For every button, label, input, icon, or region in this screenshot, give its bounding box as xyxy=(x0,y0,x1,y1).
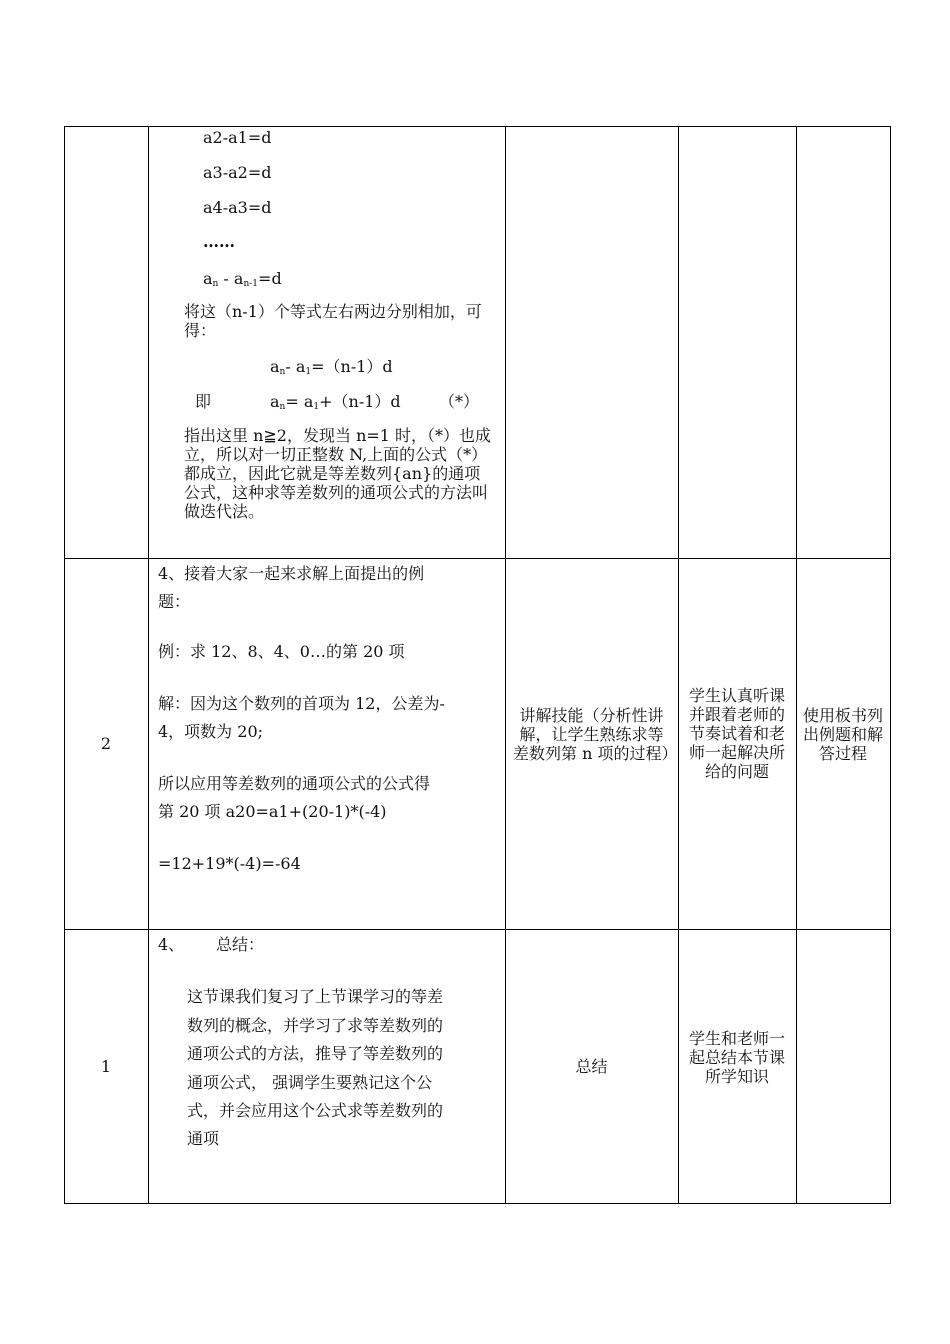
table-border xyxy=(796,126,797,1204)
formula-star-label: （*） xyxy=(439,392,480,411)
example-line: =12+19*(-4)=-64 xyxy=(158,854,301,873)
ellipsis-line: …… xyxy=(203,232,235,251)
table-border xyxy=(64,1203,891,1204)
summary-line: 通项 xyxy=(187,1129,220,1148)
teaching-media: 使用板书列出例题和解答过程 xyxy=(803,706,884,763)
summary-heading: 总结： xyxy=(216,935,265,954)
equation-line-last: $a_n - a_{n-1}=d$ xyxy=(203,269,282,289)
equation-line: a3-a2=d xyxy=(203,163,272,182)
summary-line: 这节课我们复习了上节课学习的等差 xyxy=(187,987,444,1006)
ji-label: 即 xyxy=(195,392,212,411)
equation-line: a2-a1=d xyxy=(203,128,272,147)
example-line: 第 20 项 a20=a1+(20-1)*(-4) xyxy=(158,802,387,821)
table-border xyxy=(64,126,65,1204)
teaching-skill: 总结 xyxy=(575,1057,608,1076)
table-border xyxy=(678,126,679,1204)
table-border xyxy=(148,126,149,1204)
time-minutes: 1 xyxy=(100,1057,112,1076)
example-line: 4，项数为 20; xyxy=(158,722,264,741)
general-term-formula: $a_n= a_1+(n-1)d$ xyxy=(270,392,401,412)
student-activity: 学生认真听课并跟着老师的节奏试着和老师一起解决所给的问题 xyxy=(688,686,785,781)
example-line: 解：因为这个数列的首项为 12，公差为- xyxy=(158,694,445,713)
summary-line: 通项公式， 强调学生要熟记这个公 xyxy=(187,1073,433,1092)
teaching-skill: 讲解技能（分析性讲解，让学生熟练求等差数列第 n 项的过程） xyxy=(513,706,678,763)
example-line: 所以应用等差数列的通项公式的公式得 xyxy=(158,774,431,793)
summary-line: 数列的概念，并学习了求等差数列的 xyxy=(187,1016,444,1035)
lesson-plan-table xyxy=(64,126,891,1204)
table-border xyxy=(505,126,506,1204)
iteration-method-note: 指出这里 n≧2，发现当 n=1 时，（*）也成立，所以对一切正整数 N,上面的公式（*）都成立，因此它就是等差数列{an}的通项公式，这种求等差数列的通项公式的方法叫做迭代法。 xyxy=(184,426,492,521)
example-line: 例：求 12、8、4、0…的第 20 项 xyxy=(158,642,405,661)
table-border xyxy=(64,558,891,559)
equation-line: a4-a3=d xyxy=(203,198,272,217)
table-border xyxy=(64,126,891,127)
table-border xyxy=(890,126,891,1204)
summary-line: 通项公式的方法，推导了等差数列的 xyxy=(187,1044,444,1063)
example-line: 题： xyxy=(158,592,191,611)
time-minutes: 2 xyxy=(100,734,112,753)
summary-line: 式，并会应用这个公式求等差数列的 xyxy=(187,1101,444,1120)
summary-heading-number: 4、 xyxy=(158,935,185,954)
table-border xyxy=(64,929,891,930)
example-line: 4、接着大家一起来求解上面提出的例 xyxy=(158,564,425,583)
sum-explanation: 将这（n-1）个等式左右两边分别相加，可得： xyxy=(184,302,482,340)
student-activity: 学生和老师一起总结本节课所学知识 xyxy=(688,1029,785,1086)
sum-equation: $a_n-$ $a_1=(n-1)d$ xyxy=(270,357,393,377)
